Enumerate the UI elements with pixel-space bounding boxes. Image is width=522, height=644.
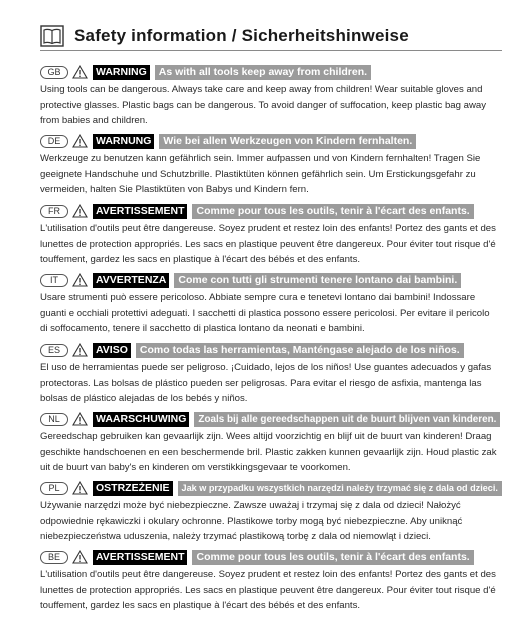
safety-section-pl [40, 480, 502, 545]
warning-triangle-icon [72, 343, 88, 357]
warning-label: WARNING [93, 65, 150, 80]
country-code-badge: BE [40, 551, 68, 564]
safety-text-line: Używanie narzędzi może być niebezpieczne. Zawsze uważaj i trzymaj się z dala od dzieci! Nałożyć [40, 500, 461, 511]
safety-text-line: Werkzeuge zu benutzen kann gefährlich sein. Immer aufpassen und von Kindern fernhalten! Tragen Sie [40, 153, 481, 164]
safety-text-line: vermeiden, halten Sie Plastiktüten von Babys und Kindern fern. [40, 184, 309, 195]
safety-text [40, 498, 502, 545]
warning-headline: Zoals bij alle gereedschappen uit de buurt blijven van kinderen. [194, 412, 500, 427]
warning-tag-row [40, 133, 502, 149]
safety-text-line: Using tools can be dangerous. Always take care and keep away from children! Wear suitable gloves and [40, 84, 483, 95]
safety-section-it [40, 272, 502, 337]
safety-section-es [40, 342, 502, 407]
warning-label: AVISO [93, 343, 131, 358]
safety-text-line: geeignete Handschuhe und Schutzbrille. Plastiktüten können gefährlich sein. Um Erstickungsgefahr zu [40, 168, 476, 180]
safety-text [40, 429, 502, 476]
warning-headline: As with all tools keep away from children. [155, 65, 371, 80]
safety-text [40, 290, 502, 337]
warning-triangle-icon [72, 550, 88, 564]
safety-text-line: niebezpieczeństwa uduszenia, należy trzymać plastikową torbę z dala od niemowląt i dzieci. [40, 531, 431, 542]
warning-triangle-icon [72, 65, 88, 79]
warning-tag-row [40, 480, 502, 496]
warning-label: WARNUNG [93, 134, 154, 149]
safety-text [40, 221, 502, 268]
safety-text-line: from babies and children. [40, 115, 148, 126]
warning-label: WAARSCHUWING [93, 412, 189, 427]
warning-tag-row [40, 342, 502, 358]
warning-headline: Comme pour tous les outils, tenir à l'écart des enfants. [192, 204, 473, 219]
warning-triangle-icon [72, 204, 88, 218]
warning-triangle-icon [72, 134, 88, 148]
safety-text [40, 82, 502, 129]
warning-tag-row [40, 272, 502, 288]
safety-text-line: odpowiednie rękawiczki i okulary ochronne. Plastikowe torby mogą być niebezpieczne. Aby uniknąć [40, 515, 463, 527]
warning-headline: Wie bei allen Werkzeugen von Kindern fernhalten. [159, 134, 416, 149]
country-code-badge: PL [40, 482, 68, 495]
country-code-badge: GB [40, 66, 68, 79]
page-title: Safety information / Sicherheitshinweise [74, 26, 409, 45]
warning-headline: Como todas las herramientas, Manténgase alejado de los niños. [136, 343, 464, 358]
safety-text-line: L'utilisation d'outils peut être dangereuse. Soyez prudent et restez loin des enfants! Portez des gants et des [40, 569, 496, 580]
warning-headline: Jak w przypadku wszystkich narzędzi należy trzymać się z dala od dzieci. [178, 481, 502, 496]
country-code-badge: ES [40, 344, 68, 357]
safety-section-gb [40, 64, 502, 129]
warning-tag-row [40, 411, 502, 427]
safety-text-line: touffement, gardez les sacs en plastique à l'écart des bébés et des enfants. [40, 254, 361, 265]
warning-tag-row [40, 64, 502, 80]
country-code-badge: NL [40, 413, 68, 426]
warning-triangle-icon [72, 481, 88, 495]
safety-section-nl [40, 411, 502, 476]
safety-section-be [40, 549, 502, 614]
warning-label: OSTRZEŻENIE [93, 481, 173, 496]
warning-label: AVVERTENZA [93, 273, 169, 288]
safety-text-line: geschikte handschoenen en een beschermende bril. Plastic zakken kunnen gevaarlijk zijn. Houd plastic zak [40, 446, 497, 458]
safety-text [40, 567, 502, 614]
warning-label: AVERTISSEMENT [93, 550, 187, 565]
country-code-badge: DE [40, 135, 68, 148]
safety-text-line: protective glasses. Plastic bags can be dangerous. To avoid danger of suffocation, keep plastic bag away [40, 99, 487, 111]
safety-text-line: lunettes de protection appropriés. Les sacs en plastique peuvent être dangereux. Pour éviter tout risque d'é [40, 584, 496, 596]
warning-tag-row [40, 203, 502, 219]
safety-section-fr [40, 203, 502, 268]
safety-text-line: Gereedschap gebruiken kan gevaarlijk zijn. Wees altijd voorzichtig en blijf uit de buurt van kinderen! Draag [40, 431, 492, 442]
page-header [40, 22, 500, 50]
warning-headline: Comme pour tous les outils, tenir à l'écart des enfants. [192, 550, 473, 565]
warning-headline: Come con tutti gli strumenti tenere lontano dai bambini. [174, 273, 461, 288]
warning-triangle-icon [72, 273, 88, 287]
safety-text-line: Usare strumenti può essere pericoloso. Abbiate sempre cura e tenetevi lontano dai bambini! Indossare [40, 292, 476, 303]
safety-text-line: protectoras. Las bolsas de plástico pueden ser peligrosas. Para evitar el riesgo de asfixia, mantenga las [40, 377, 482, 389]
warning-triangle-icon [72, 412, 88, 426]
safety-text [40, 360, 502, 407]
warning-label: AVERTISSEMENT [93, 204, 187, 219]
safety-text-line: lunettes de protection appropriés. Les sacs en plastique peuvent être dangereux. Pour éviter tout risque d'é [40, 238, 496, 250]
country-code-badge: FR [40, 205, 68, 218]
safety-text-line: touffement, gardez les sacs en plastique à l'écart des bébés et des enfants. [40, 600, 361, 611]
safety-text-line: bolsas de plástico alejadas de los bebés y niños. [40, 393, 248, 404]
safety-section-de [40, 133, 502, 198]
safety-text [40, 151, 502, 198]
header-divider [40, 50, 502, 51]
country-code-badge: IT [40, 274, 68, 287]
safety-text-line: di soffocamento, tenere il sacchetto di plastica lontano da neonati e bambini. [40, 323, 365, 334]
warning-tag-row [40, 549, 502, 565]
safety-text-line: guanti e occhiali protettivi adeguati. I sacchetti di plastica possono essere pericolosi. Per evitare il pericolo [40, 307, 490, 319]
safety-text-line: uit de buurt van baby's en kinderen om verstikkingsgevaar te voorkomen. [40, 462, 351, 473]
safety-text-line: L'utilisation d'outils peut être dangereuse. Soyez prudent et restez loin des enfants! Portez des gants et des [40, 223, 496, 234]
safety-text-line: El uso de herramientas puede ser peligroso. ¡Cuidado, lejos de los niños! Use guantes adecuados y gafas [40, 362, 492, 373]
manual-book-icon [40, 25, 64, 47]
